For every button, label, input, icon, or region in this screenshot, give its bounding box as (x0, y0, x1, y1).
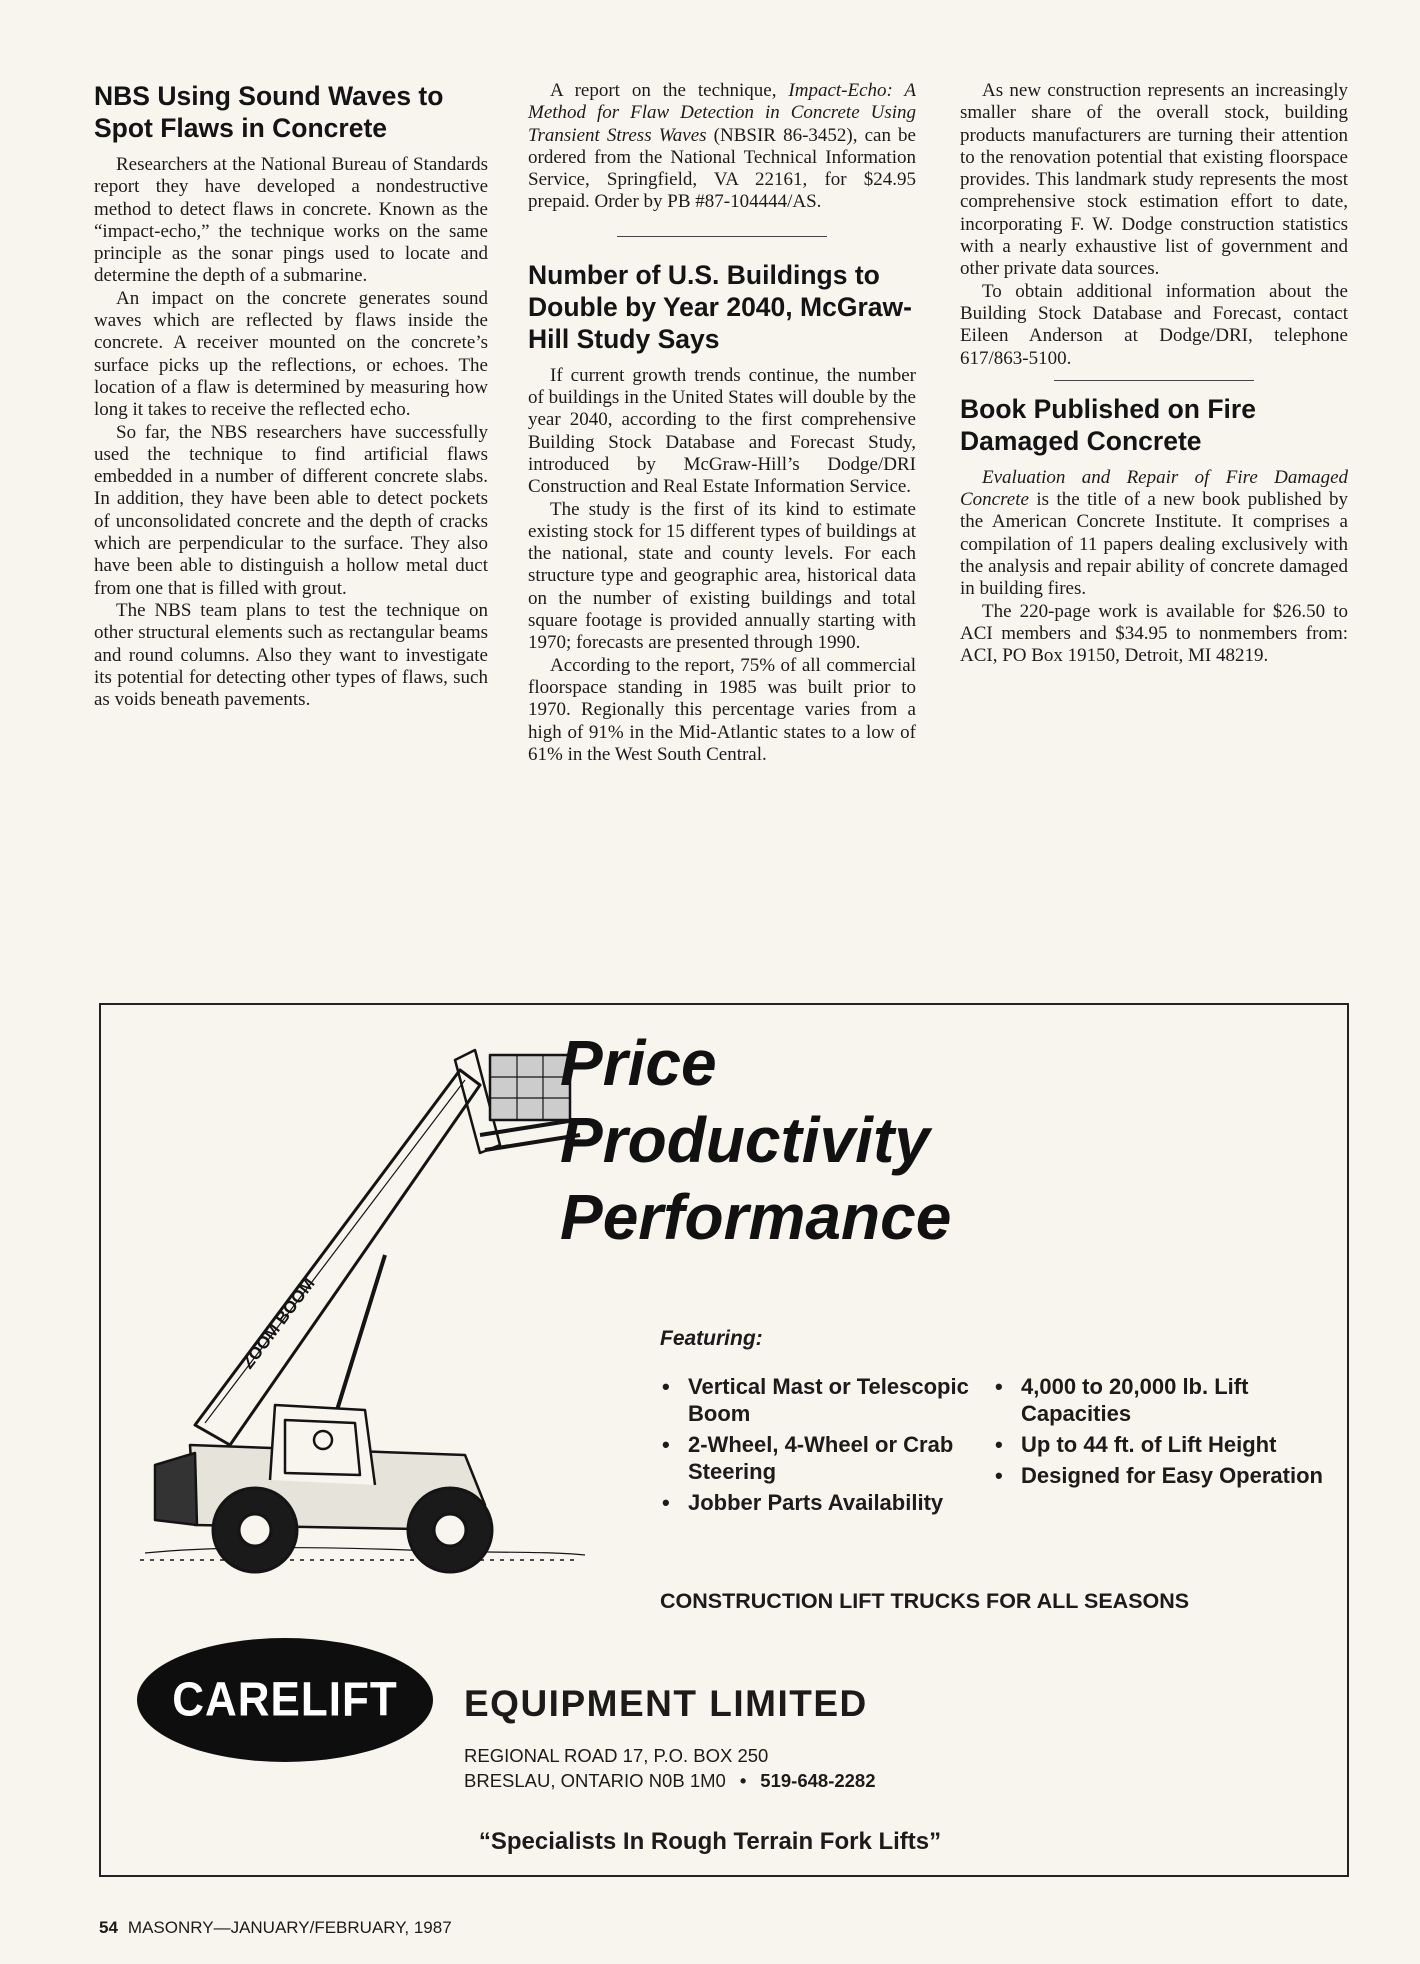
article-buildings-paragraph-4: As new construction represents an increasingly smaller share of the overall stock, building products manufacturers are turning their attention to the renovation potential that existing floorspace provides. This landmark study represents the most comprehensive stock estimation effort to date, incorporating F. W. Dodge construction statistics with a nearly exhaustive list of government and other private data sources. (960, 80, 1348, 280)
article-title-buildings: Number of U.S. Buildings to Double by Year 2040, McGraw-Hill Study Says (528, 259, 912, 354)
telescopic-forklift-illustration (135, 1025, 605, 1585)
headline-line: Price (560, 1027, 717, 1099)
report-title: Impact-Echo: A Method for Flaw Detection in Concrete Using Transient Stress Waves (528, 80, 917, 146)
feature-item: • 4,000 to 20,000 lb. Lift Capacities (993, 1373, 1323, 1427)
phone-number: 519-648-2282 (760, 1770, 876, 1791)
article-buildings-paragraph-1: If current growth trends continue, the number of buildings in the United States will double by the year 2040, according to the first comprehensive Building Stock Database and Forecast Study, introduced by McGraw-Hill’s Dodge/DRI Construction and Real Estate Information Service. (528, 364, 916, 498)
address-line-1: REGIONAL ROAD 17, P.O. BOX 250 (464, 1745, 769, 1766)
bullet-separator: • (739, 1770, 747, 1791)
article-book-paragraph-2: The 220-page work is available for $26.50 to ACI members and $34.95 to nonmembers from: ACI, PO Box 19150, Detroit, MI 48219. (960, 600, 1348, 667)
ad-headline (560, 1025, 951, 1256)
ad-slogan: “Specialists In Rough Terrain Fork Lifts” (478, 1828, 942, 1855)
feature-list-right (993, 1373, 1323, 1493)
article-nbs-paragraph-1: Researchers at the National Bureau of Standards report they have developed a nondestructive method to detect flaws in concrete. Known as the “impact-echo,” the technique works on the same principle as the sonar pings used to locate and determine the depth of a submarine. (94, 154, 488, 287)
report-intro: A report on the technique, (550, 80, 789, 101)
feature-item: • Jobber Parts Availability (660, 1489, 990, 1516)
report-ordering: (NBSIR 86-3452), can be ordered from the National Technical Information Service, Springfield, VA 22161, for $24.95 prepaid. Order by PB #87-104444/AS. (528, 124, 916, 213)
city-postal: BRESLAU, ONTARIO N0B 1M0 (464, 1770, 726, 1791)
ad-tagline: CONSTRUCTION LIFT TRUCKS FOR ALL SEASONS (660, 1589, 1190, 1613)
column-3 (960, 80, 1348, 668)
article-title-nbs: NBS Using Sound Waves to Spot Flaws in Concrete (94, 81, 444, 143)
feature-list-left (660, 1373, 990, 1520)
article-buildings-paragraph-3: According to the report, 75% of all commercial floorspace standing in 1985 was built prior to 1970. Regionally this percentage varies from a high of 91% in the Mid-Atlantic states to a low of 61% in the West South Central. (528, 654, 916, 765)
carelift-logo (137, 1638, 433, 1762)
article-buildings-paragraph-2: The study is the first of its kind to estimate existing stock for 15 different types of buildings at the national, state and county levels. For each structure type and geographic area, historical data on the number of existing buildings and total square footage is provided annually starting with 1970; forecasts are presented through 1990. (528, 498, 916, 654)
article-book-paragraph-1 (960, 467, 1348, 601)
featuring-label: Featuring: (660, 1327, 763, 1350)
headline-line: Productivity (560, 1104, 930, 1176)
feature-item: • Vertical Mast or Telescopic Boom (660, 1373, 990, 1427)
book-description: is the title of a new book published by the American Concrete Institute. It comprises a compilation of 11 papers dealing exclusively with the analysis and repair ability of concrete damaged in building fires. (960, 489, 1348, 600)
article-nbs-paragraph-5 (528, 80, 916, 214)
article-title-book: Book Published on Fire Damaged Concrete (960, 393, 1256, 456)
address-line-2 (464, 1770, 876, 1792)
column-2 (528, 80, 916, 766)
headline-line: Performance (560, 1181, 952, 1253)
article-separator (617, 236, 827, 237)
publication-line: MASONRY—JANUARY/FEBRUARY, 1987 (127, 1918, 452, 1937)
page-footer (99, 1918, 452, 1938)
feature-item: • Up to 44 ft. of Lift Height (993, 1431, 1323, 1458)
column-1 (94, 80, 488, 711)
article-nbs-paragraph-2: An impact on the concrete generates sound waves which are reflected by flaws inside the concrete. A receiver mounted on the concrete’s surface picks up the reflections, or echoes. The location of a flaw is determined by measuring how long it takes to receive the reflected echo. (94, 287, 488, 421)
feature-item: • 2-Wheel, 4-Wheel or Crab Steering (660, 1431, 990, 1485)
article-nbs-paragraph-4: The NBS team plans to test the technique on other structural elements such as rectangular beams and round columns. Also they want to investigate its potential for detecting other types of flaws, such as voids beneath pavements. (94, 599, 488, 711)
book-title: Evaluation and Repair of Fire Damaged Concrete (960, 466, 1348, 511)
feature-item: • Designed for Easy Operation (993, 1462, 1323, 1489)
article-nbs-paragraph-3: So far, the NBS researchers have successfully used the technique to find artificial flaws embedded in a number of different concrete slabs. In addition, they have been able to detect pockets of unconsolidated concrete and the depth of cracks which are perpendicular to the surface. They also have been able to distinguish a hollow metal duct from one that is filled with grout. (94, 421, 488, 599)
article-separator (1054, 380, 1254, 381)
page-number: 54 (99, 1918, 118, 1937)
article-buildings-paragraph-5: To obtain additional information about the Building Stock Database and Forecast, contact Eileen Anderson at Dodge/DRI, telephone 617/863-5100. (960, 280, 1348, 369)
company-name: EQUIPMENT LIMITED (464, 1683, 868, 1724)
logo-text: CARELIFT (172, 1672, 398, 1727)
boom-label: ZOOM BOOM (238, 1274, 319, 1373)
